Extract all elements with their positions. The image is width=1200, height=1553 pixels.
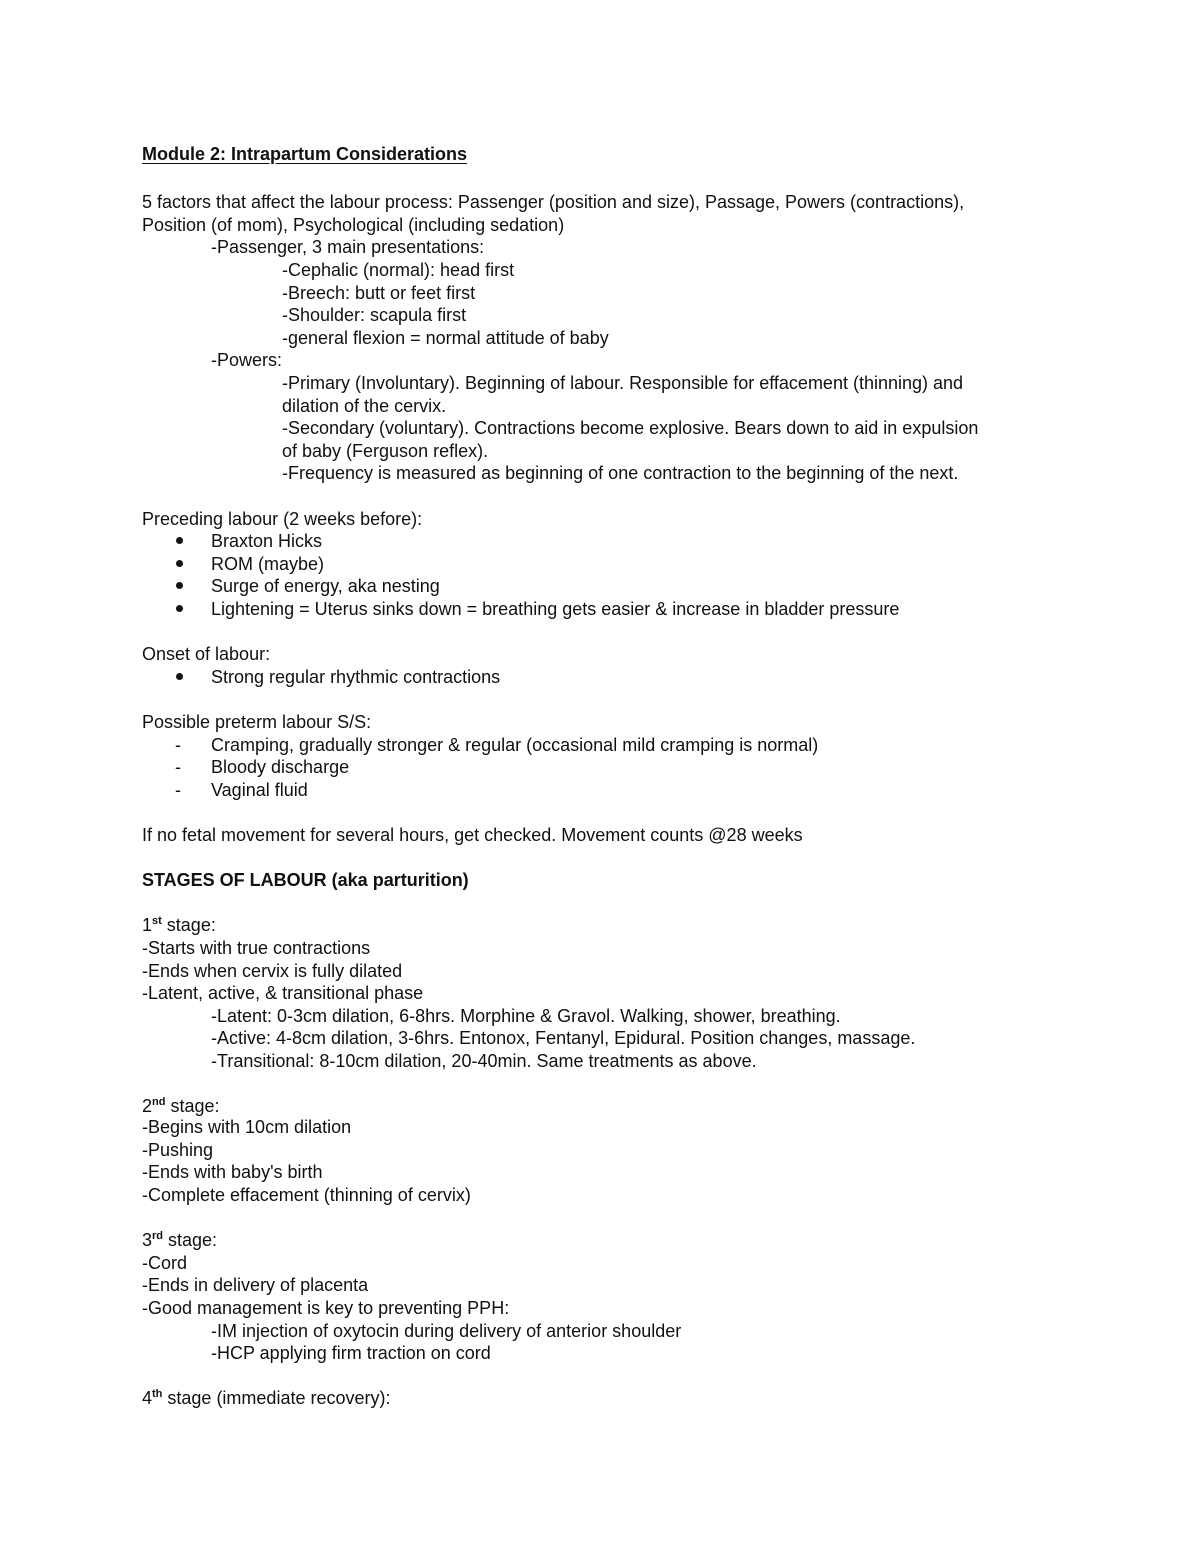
passenger-item: -Breech: butt or feet first	[282, 283, 476, 303]
bullet-icon	[176, 582, 183, 589]
stages-heading: STAGES OF LABOUR (aka parturition)	[142, 870, 469, 890]
bullet-icon	[176, 605, 183, 612]
preterm-heading: Possible preterm labour S/S:	[142, 712, 372, 732]
powers-line: -Secondary (voluntary). Contractions become explosive. Bears down to aid in expulsion	[282, 418, 979, 438]
preceding-item: Braxton Hicks	[211, 531, 323, 551]
dash-bullet: -	[175, 735, 181, 755]
stage-1-line: -Starts with true contractions	[142, 938, 371, 958]
stage-4-heading: 4th stage (immediate recovery):	[142, 1388, 391, 1408]
bullet-icon	[176, 673, 183, 680]
powers-line: -Primary (Involuntary). Beginning of labour. Responsible for effacement (thinning) and	[282, 373, 964, 393]
preceding-item: ROM (maybe)	[211, 554, 325, 574]
stage-1-line: -Latent, active, & transitional phase	[142, 983, 424, 1003]
preterm-item: Vaginal fluid	[211, 780, 308, 800]
stage-2-heading: 2nd stage:	[142, 1096, 220, 1116]
stage-3-line: -Ends in delivery of placenta	[142, 1275, 369, 1295]
stage-2-line: -Pushing	[142, 1140, 214, 1160]
powers-line: dilation of the cervix.	[282, 396, 447, 416]
powers-line: of baby (Ferguson reflex).	[282, 441, 489, 461]
stage-1-heading: 1st stage:	[142, 915, 216, 935]
bullet-icon	[176, 560, 183, 567]
powers-line: -Frequency is measured as beginning of one contraction to the beginning of the next.	[282, 463, 959, 483]
passenger-item: -general flexion = normal attitude of baby	[282, 328, 609, 348]
page-title: Module 2: Intrapartum Considerations	[142, 144, 468, 164]
stage-2-line: -Complete effacement (thinning of cervix)	[142, 1185, 471, 1205]
stage-3-sub: -IM injection of oxytocin during delivery of anterior shoulder	[211, 1321, 682, 1341]
preterm-item: Bloody discharge	[211, 757, 350, 777]
factors-line-2: Position (of mom), Psychological (including sedation)	[142, 215, 565, 235]
passenger-item: -Shoulder: scapula first	[282, 305, 467, 325]
stage-1-phase: -Transitional: 8-10cm dilation, 20-40min. Same treatments as above.	[211, 1051, 757, 1071]
passenger-item: -Cephalic (normal): head first	[282, 260, 515, 280]
bullet-icon	[176, 537, 183, 544]
stage-3-line: -Cord	[142, 1253, 188, 1273]
stage-3-heading: 3rd stage:	[142, 1230, 218, 1250]
stage-3-line: -Good management is key to preventing PPH:	[142, 1298, 510, 1318]
powers-heading: -Powers:	[211, 350, 283, 370]
preterm-item: Cramping, gradually stronger & regular (occasional mild cramping is normal)	[211, 735, 819, 755]
stage-2-line: -Begins with 10cm dilation	[142, 1117, 352, 1137]
fetal-movement-note: If no fetal movement for several hours, get checked. Movement counts @28 weeks	[142, 825, 803, 845]
dash-bullet: -	[175, 780, 181, 800]
stage-3-sub: -HCP applying firm traction on cord	[211, 1343, 491, 1363]
preceding-item: Lightening = Uterus sinks down = breathing gets easier & increase in bladder pressure	[211, 599, 900, 619]
stage-1-phase: -Latent: 0-3cm dilation, 6-8hrs. Morphine & Gravol. Walking, shower, breathing.	[211, 1006, 841, 1026]
onset-heading: Onset of labour:	[142, 644, 271, 664]
stage-1-line: -Ends when cervix is fully dilated	[142, 961, 403, 981]
onset-item: Strong regular rhythmic contractions	[211, 667, 501, 687]
preceding-heading: Preceding labour (2 weeks before):	[142, 509, 423, 529]
stage-1-phase: -Active: 4-8cm dilation, 3-6hrs. Entonox, Fentanyl, Epidural. Position changes, massage.	[211, 1028, 916, 1048]
factors-line-1: 5 factors that affect the labour process: Passenger (position and size), Passage, Powers (contractions),	[142, 192, 965, 212]
dash-bullet: -	[175, 757, 181, 777]
passenger-heading: -Passenger, 3 main presentations:	[211, 237, 485, 257]
preceding-item: Surge of energy, aka nesting	[211, 576, 440, 596]
stage-2-line: -Ends with baby's birth	[142, 1162, 323, 1182]
